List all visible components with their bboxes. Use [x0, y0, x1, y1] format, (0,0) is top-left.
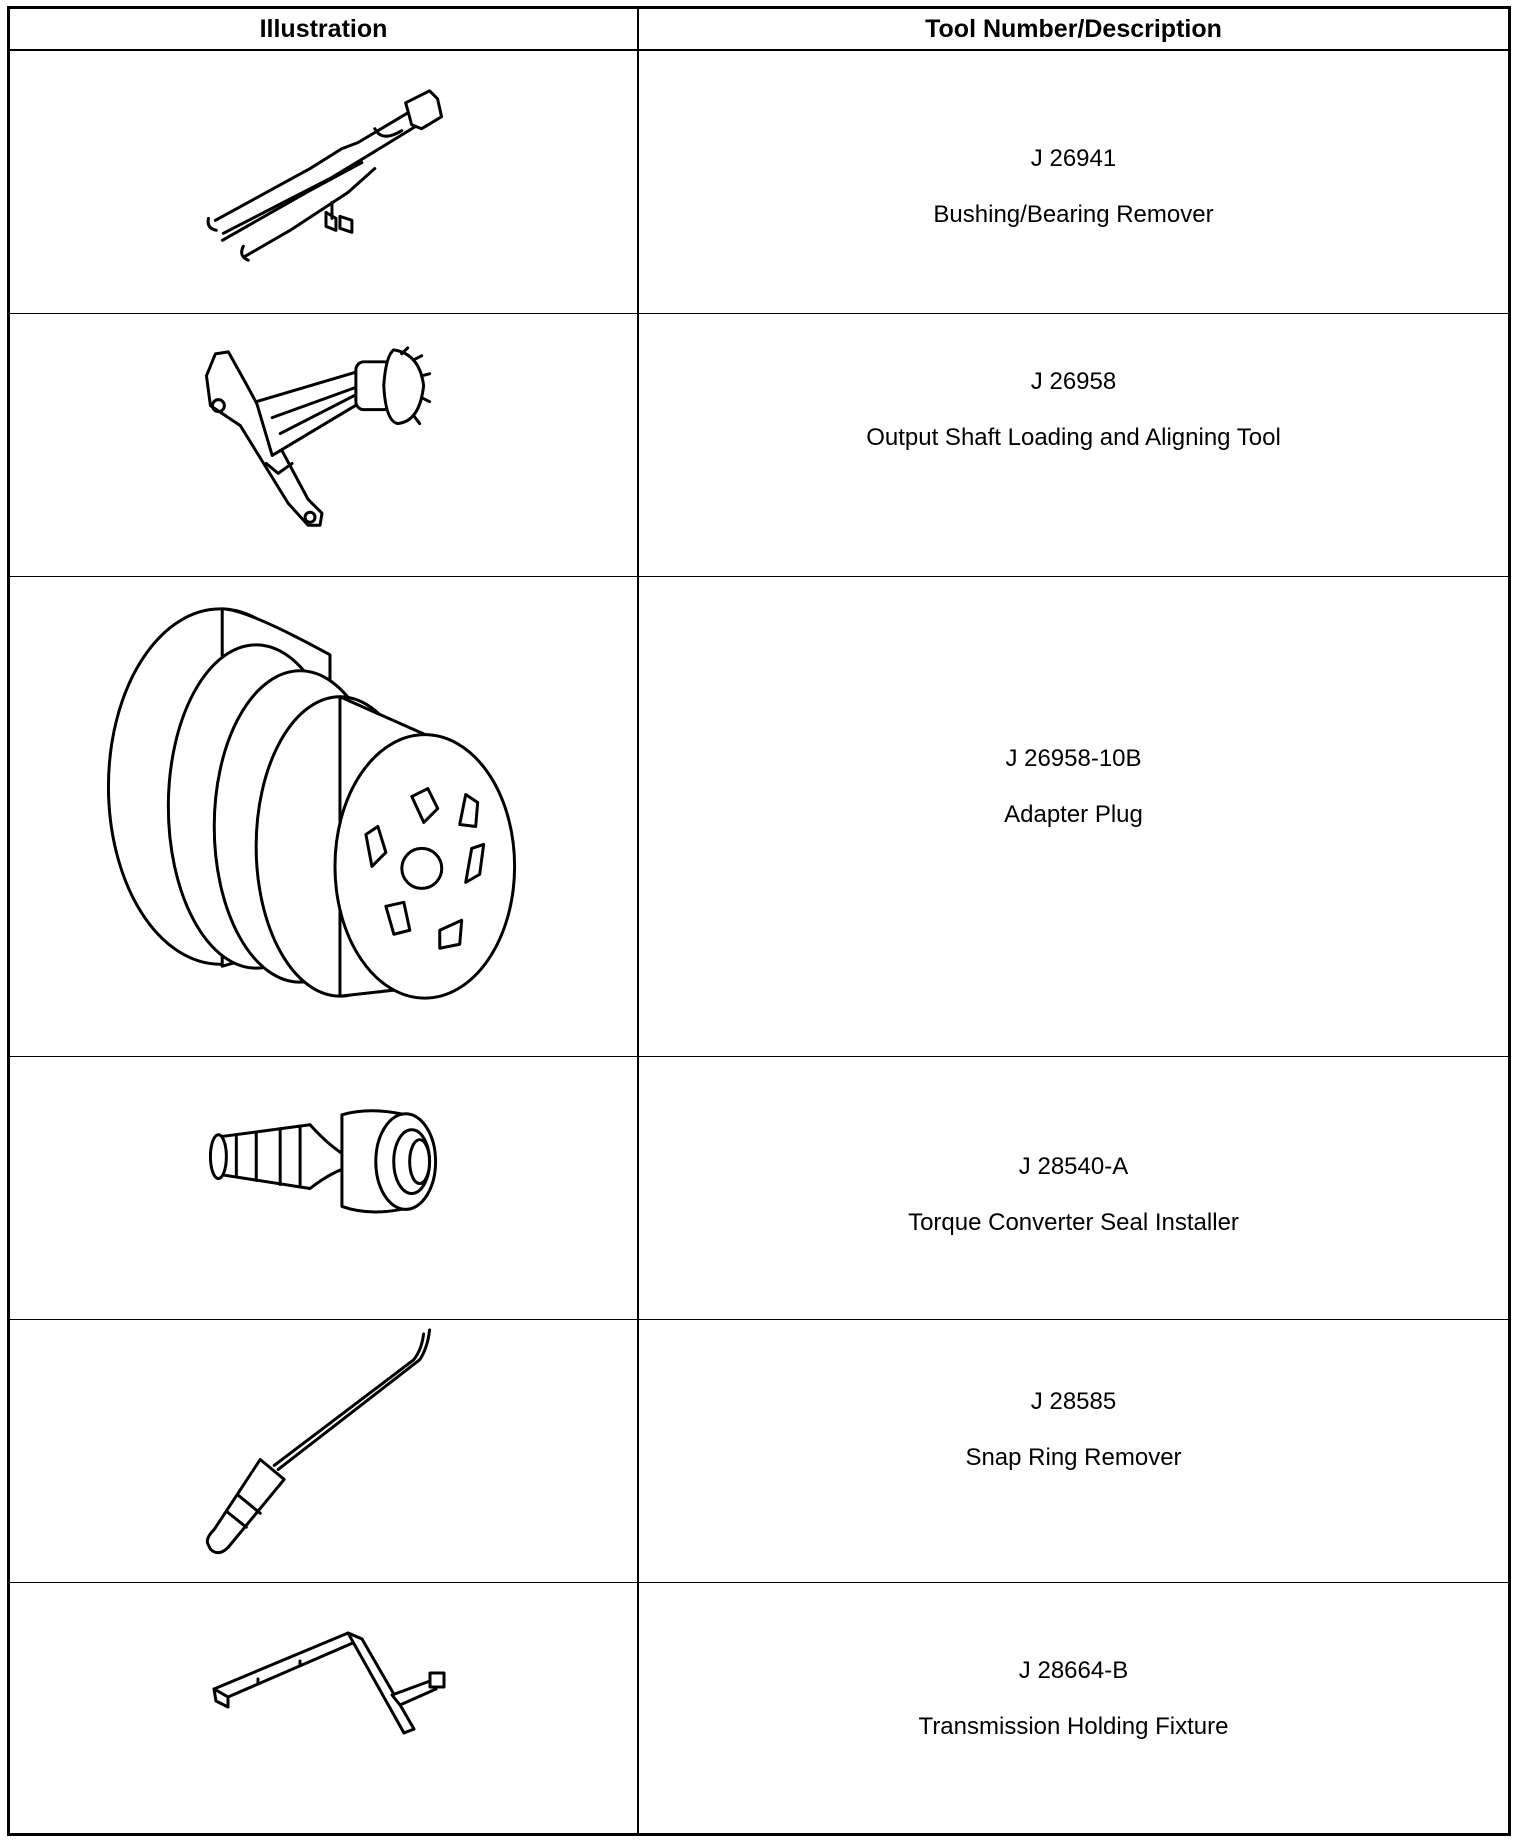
tool-number: J 28664-B [1018, 1657, 1129, 1684]
tool-number: J 26958-10B [1005, 745, 1142, 772]
table-row [10, 51, 1508, 314]
tool-description-cell [639, 1320, 1508, 1582]
output-shaft-loading-tool-icon [10, 314, 637, 576]
adapter-plug-icon [10, 577, 637, 1056]
tool-description-cell [639, 51, 1508, 313]
tool-number: J 26941 [1030, 145, 1117, 172]
tool-description-cell [639, 314, 1508, 576]
tool-number: J 28540-A [1018, 1153, 1129, 1180]
table-row [10, 1583, 1508, 1833]
illustration-cell [10, 1057, 637, 1319]
illustration-cell [10, 1320, 637, 1582]
tool-description: Adapter Plug [1004, 801, 1143, 828]
tool-description: Torque Converter Seal Installer [908, 1209, 1239, 1236]
tool-description: Snap Ring Remover [965, 1444, 1182, 1471]
tool-description-cell [639, 1583, 1508, 1833]
header-illustration: Illustration [259, 15, 388, 43]
illustration-cell [10, 314, 637, 576]
tool-description: Bushing/Bearing Remover [933, 201, 1214, 228]
tool-table [7, 6, 1511, 1836]
table-row [10, 577, 1508, 1057]
snap-ring-remover-icon [10, 1320, 637, 1582]
tool-description: Output Shaft Loading and Aligning Tool [866, 424, 1281, 451]
illustration-cell [10, 1583, 637, 1833]
bushing-bearing-remover-icon [10, 51, 637, 313]
tool-number: J 28585 [1030, 1388, 1117, 1415]
tool-description-cell [639, 577, 1508, 1056]
table-row [10, 1320, 1508, 1583]
seal-installer-icon [10, 1057, 637, 1319]
header-tool-description: Tool Number/Description [925, 15, 1222, 43]
table-header [10, 9, 1508, 51]
table-row [10, 314, 1508, 577]
table-row [10, 1057, 1508, 1320]
illustration-cell [10, 577, 637, 1056]
tool-description-cell [639, 1057, 1508, 1319]
tool-description: Transmission Holding Fixture [918, 1713, 1229, 1740]
illustration-cell [10, 51, 637, 313]
holding-fixture-icon [10, 1583, 637, 1833]
tool-number: J 26958 [1030, 368, 1117, 395]
